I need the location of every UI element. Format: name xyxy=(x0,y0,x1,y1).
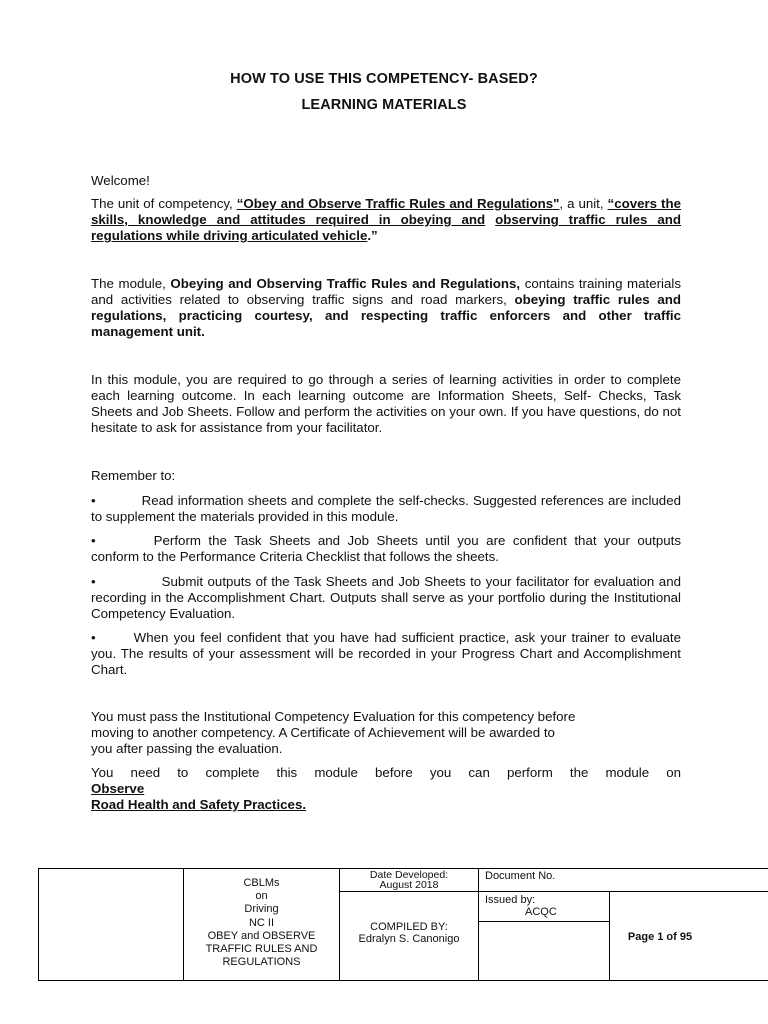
activities-paragraph: In this module, you are required to go through a series of learning activities in order to complete each learning outcome. In each learning outcome are Information Sheets, Self- Checks, Task Sheets and Job Sheets. Follow and perform the activities on your own. If you have questions, do not hesitate to ask for assistance from your facilitator. xyxy=(91,372,681,435)
page-number: Page 1 of 95 xyxy=(627,931,693,943)
unit-name: “Obey and Observe Traffic Rules and Regulations" xyxy=(236,196,560,211)
document-title-line1: HOW TO USE THIS COMPETENCY- BASED? xyxy=(230,71,538,87)
complete-paragraph-module xyxy=(91,781,681,813)
cblm-title-cell xyxy=(184,877,339,969)
pass-line1: You must pass the Institutional Competency Evaluation for this competency before xyxy=(91,709,576,724)
date-developed-cell xyxy=(340,870,478,890)
document-title-line2: LEARNING MATERIALS xyxy=(301,97,467,113)
bullet-text: Read information sheets and complete the self-checks. Suggested references are included to supplement the materials provided in this module. xyxy=(91,493,681,524)
module-paragraph xyxy=(91,276,681,340)
module-link-line1: Observe xyxy=(91,781,145,796)
cblm-line: TRAFFIC RULES AND xyxy=(205,943,318,956)
cblm-line: REGULATIONS xyxy=(222,956,301,969)
cblm-line: OBEY and OBSERVE xyxy=(207,929,316,942)
unit-prefix: The unit of competency, xyxy=(91,196,237,211)
bullet-text: Submit outputs of the Task Sheets and Job Sheets to your facilitator for evaluation and recording in the Accomplishment Chart. Outputs shall serve as your portfolio during the Institutional Competency Evaluation. xyxy=(91,574,681,621)
complete-paragraph-text: You need to complete this module before you can perform the module on xyxy=(91,765,681,780)
unit-quote-line1: “covers the skills, knowledge and attitudes required in obeying and xyxy=(91,196,681,227)
pass-line3: you after passing the evaluation. xyxy=(91,741,283,756)
footer-table xyxy=(38,868,768,981)
compiled-by-name: Edralyn S. Canonigo xyxy=(358,933,460,945)
date-developed-value: August 2018 xyxy=(379,879,439,891)
welcome-text: Welcome! xyxy=(91,173,150,188)
module-prefix: The module, xyxy=(91,276,171,291)
date-developed-label: Date Developed: xyxy=(369,869,449,881)
unit-mid: , a unit, xyxy=(559,196,608,211)
module-bold-text: obeying traffic rules and regulations, practicing courtesy, and respecting traffic enforcers and other traffic management unit. xyxy=(91,292,681,339)
bullet-symbol: • xyxy=(91,533,96,548)
issued-by-cell xyxy=(485,894,609,918)
cblm-line: CBLMs xyxy=(243,877,280,889)
bullet-symbol: • xyxy=(91,630,96,645)
footer-divider xyxy=(339,891,478,892)
document-no-label: Document No. xyxy=(485,870,556,882)
footer-divider xyxy=(478,891,768,892)
unit-quote-line2: observing traffic rules and regulations while driving articulated vehicle xyxy=(91,212,681,243)
bullet-item-2 xyxy=(91,533,681,565)
bullet-text: Perform the Task Sheets and Job Sheets until you are confident that your outputs conform to the Performance Criteria Checklist that follows the sheets. xyxy=(91,533,681,564)
compiled-by-cell xyxy=(340,921,478,945)
cblm-line: Driving xyxy=(244,903,279,916)
bullet-item-1 xyxy=(91,493,681,525)
issued-by-label: Issued by: xyxy=(485,894,536,906)
pass-paragraph xyxy=(91,709,681,757)
compiled-by-label: COMPILED BY: xyxy=(370,921,448,933)
issued-by-value: ACQC xyxy=(525,906,557,918)
module-name: Obeying and Observing Traffic Rules and Regulations, xyxy=(170,276,521,291)
bullet-symbol: • xyxy=(91,493,96,508)
bullet-item-4 xyxy=(91,630,681,678)
remember-heading: Remember to: xyxy=(91,468,176,483)
bullet-symbol: • xyxy=(91,574,96,589)
cblm-line: NC II xyxy=(248,916,275,929)
bullet-text: When you feel confident that you have had sufficient practice, ask your trainer to evaluate you. The results of your assessment will be recorded in your Progress Chart and Accomplishment Chart. xyxy=(91,630,681,677)
bullet-item-3 xyxy=(91,574,681,622)
module-link-line2: Road Health and Safety Practices. xyxy=(91,797,307,812)
pass-line2: moving to another competency. A Certificate of Achievement will be awarded to xyxy=(91,725,555,740)
footer-divider xyxy=(478,921,609,922)
cblm-line: on xyxy=(255,890,268,903)
unit-paragraph xyxy=(91,196,681,244)
unit-suffix: .” xyxy=(367,228,378,243)
module-text: contains training materials and activities related to observing traffic signs and road markers, xyxy=(91,276,682,307)
footer-divider xyxy=(478,869,479,980)
